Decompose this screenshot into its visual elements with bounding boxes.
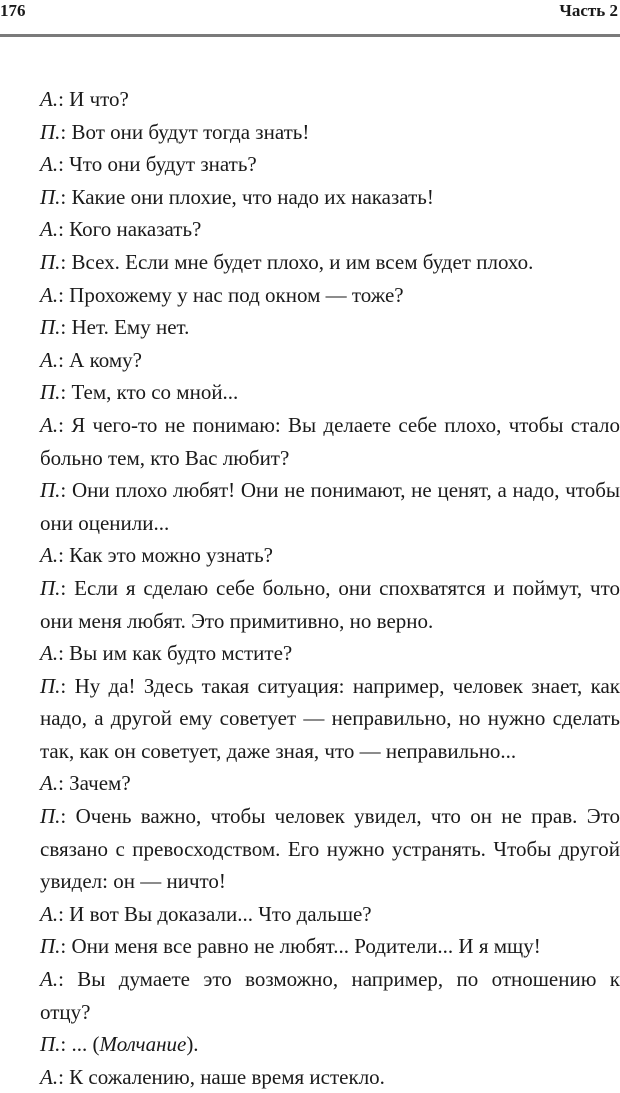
line-text: : Как это можно узнать? bbox=[58, 543, 273, 568]
dialogue-line bbox=[40, 963, 620, 996]
dialogue-line bbox=[40, 83, 620, 116]
line-text: связано с превосходством. Его нужно устранять. Чтобы другой bbox=[40, 836, 620, 861]
line-text: : Если я сделаю себе больно, они спохватятся и поймут, что bbox=[60, 575, 620, 600]
line-text: : Я чего-то не понимаю: Вы делаете себе плохо, чтобы стало bbox=[58, 412, 620, 437]
line-text: : Какие они плохие, что надо их наказать! bbox=[60, 184, 434, 209]
dialogue-line bbox=[40, 344, 620, 377]
speaker-label: П. bbox=[40, 315, 61, 340]
stage-direction: Молчание bbox=[99, 1032, 187, 1057]
dialogue-line bbox=[40, 213, 620, 246]
dialogue-line bbox=[40, 311, 620, 344]
speaker-label: А. bbox=[40, 87, 59, 111]
speaker-label: А. bbox=[40, 217, 59, 242]
line-text: : Кого наказать? bbox=[58, 217, 202, 242]
line-text: они меня любят. Это примитивно, но верно. bbox=[40, 608, 434, 633]
running-head: Часть 2 bbox=[559, 1, 618, 20]
line-text: : Вот они будут тогда знать! bbox=[60, 119, 310, 144]
speaker-label: П. bbox=[40, 249, 61, 274]
page-number: 176 bbox=[0, 1, 26, 20]
speaker-label: П. bbox=[40, 478, 61, 503]
speaker-label: П. bbox=[40, 673, 61, 698]
dialogue-line-continuation bbox=[40, 605, 620, 638]
dialogue-line-continuation bbox=[40, 702, 620, 735]
line-text: : Нет. Ему нет. bbox=[60, 315, 190, 340]
line-text: : Они плохо любят! Они не понимают, не ценят, а надо, чтобы bbox=[60, 478, 620, 503]
speaker-label: П. bbox=[40, 575, 61, 600]
dialogue-line bbox=[40, 930, 620, 963]
line-text: : Что они будут знать? bbox=[58, 152, 257, 177]
dialogue-line bbox=[40, 148, 620, 181]
line-text: : Очень важно, чтобы человек увидел, что он не прав. Это bbox=[60, 804, 620, 829]
line-text: : И вот Вы доказали... Что дальше? bbox=[58, 901, 372, 926]
line-text: : Ну да! Здесь такая ситуация: например, человек знает, как bbox=[60, 673, 620, 698]
speaker-label: П. bbox=[40, 380, 61, 405]
dialogue-line bbox=[40, 474, 620, 507]
dialogue-line bbox=[40, 409, 620, 442]
line-text: : Всех. Если мне будет плохо, и им всем будет плохо. bbox=[60, 249, 534, 274]
line-text: : А кому? bbox=[58, 347, 142, 372]
speaker-label: П. bbox=[40, 934, 61, 959]
speaker-label: А. bbox=[40, 641, 59, 666]
dialogue-line bbox=[40, 1061, 620, 1093]
dialogue-line bbox=[40, 539, 620, 572]
speaker-label: А. bbox=[40, 967, 59, 992]
line-text: они оценили... bbox=[40, 510, 170, 535]
dialogue-line-continuation bbox=[40, 833, 620, 866]
dialogue-line-continuation bbox=[40, 865, 620, 898]
line-text: больно тем, кто Вас любит? bbox=[40, 445, 290, 470]
line-text: так, как он советует, даже зная, что — неправильно... bbox=[40, 738, 517, 763]
line-text: : Они меня все равно не любят... Родители... И я мщу! bbox=[60, 934, 541, 959]
dialogue-line bbox=[40, 637, 620, 670]
line-text: : Прохожему у нас под окном — тоже? bbox=[58, 282, 404, 307]
dialogue-line bbox=[40, 181, 620, 214]
line-text: : Вы им как будто мстите? bbox=[58, 641, 293, 666]
speaker-label: А. bbox=[40, 771, 59, 796]
dialogue-line-continuation bbox=[40, 996, 620, 1029]
speaker-label: А. bbox=[40, 543, 59, 568]
header-rule bbox=[0, 34, 620, 37]
speaker-label: П. bbox=[40, 1032, 61, 1057]
dialogue-line bbox=[40, 116, 620, 149]
dialogue-line-continuation bbox=[40, 442, 620, 475]
dialogue-line bbox=[40, 800, 620, 833]
dialogue-line bbox=[40, 1028, 620, 1061]
speaker-label: А. bbox=[40, 1064, 59, 1089]
dialogue-line bbox=[40, 670, 620, 703]
line-text: увидел: он — ничто! bbox=[40, 869, 226, 894]
line-text: : Тем, кто со мной... bbox=[60, 380, 239, 405]
dialogue-body bbox=[40, 83, 620, 1093]
line-text: : Вы думаете это возможно, например, по отношению к bbox=[58, 967, 620, 992]
dialogue-line-continuation bbox=[40, 735, 620, 768]
line-text: : И что? bbox=[58, 87, 129, 111]
speaker-label: А. bbox=[40, 347, 59, 372]
speaker-label: А. bbox=[40, 901, 59, 926]
dialogue-line bbox=[40, 246, 620, 279]
dialogue-line bbox=[40, 767, 620, 800]
dialogue-line bbox=[40, 376, 620, 409]
speaker-label: П. bbox=[40, 804, 61, 829]
line-text: надо, а другой ему советует — неправильно, но нужно сделать bbox=[40, 706, 620, 731]
speaker-label: П. bbox=[40, 119, 61, 144]
line-text: : Зачем? bbox=[58, 771, 131, 796]
line-text-after: ). bbox=[186, 1032, 199, 1057]
speaker-label: А. bbox=[40, 412, 59, 437]
dialogue-line-continuation bbox=[40, 507, 620, 540]
line-text: : К сожалению, наше время истекло. bbox=[58, 1064, 385, 1089]
line-text: отцу? bbox=[40, 999, 91, 1024]
dialogue-line bbox=[40, 572, 620, 605]
dialogue-line bbox=[40, 279, 620, 312]
dialogue-line bbox=[40, 898, 620, 931]
speaker-label: А. bbox=[40, 282, 59, 307]
speaker-label: А. bbox=[40, 152, 59, 177]
line-text: : ... ( bbox=[60, 1032, 100, 1057]
speaker-label: П. bbox=[40, 184, 61, 209]
page-header bbox=[0, 0, 620, 36]
